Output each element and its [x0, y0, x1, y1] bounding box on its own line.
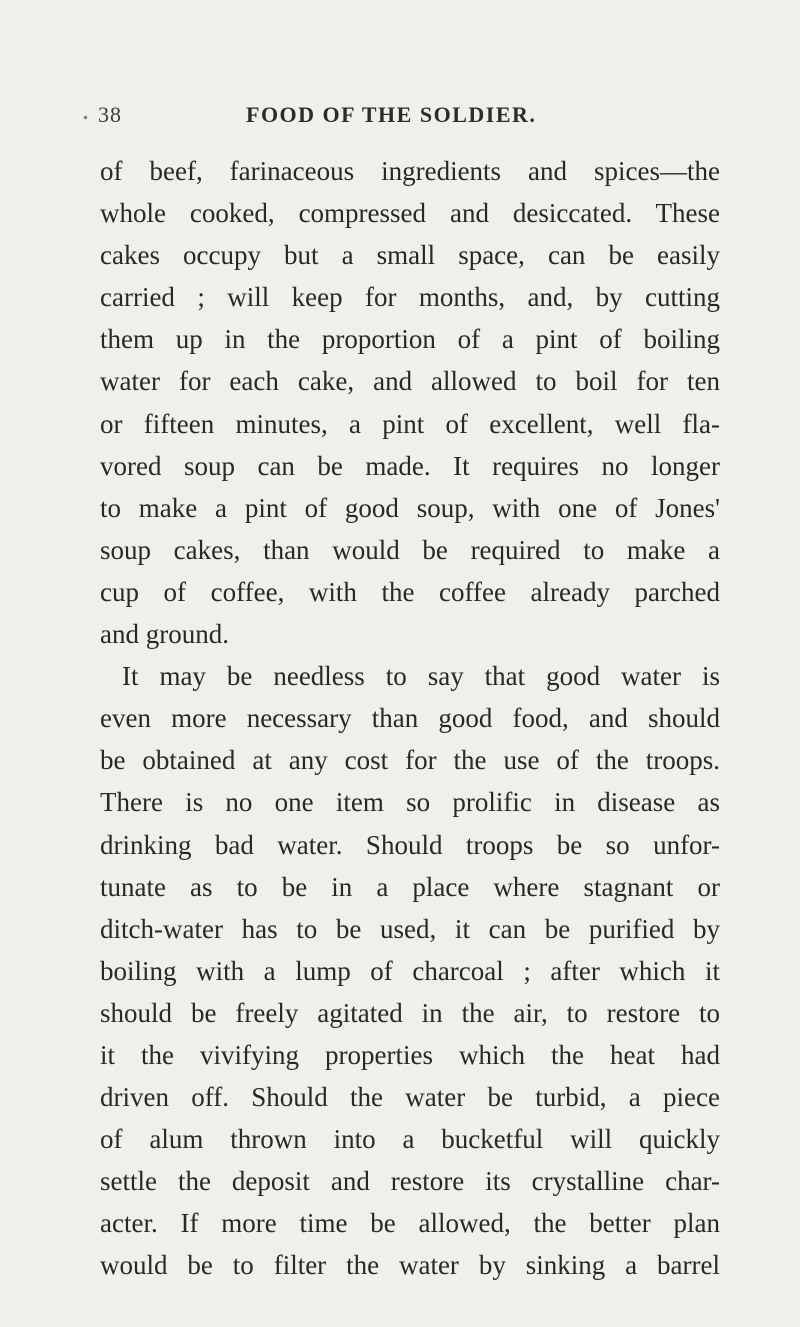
running-head — [0, 96, 800, 136]
text-line: tunate as to be in a place where stagnant or — [100, 871, 720, 902]
text-line: be obtained at any cost for the use of the troops. — [100, 745, 720, 776]
text-line: even more necessary than good food, and should — [100, 703, 720, 734]
text-line: would be to filter the water by sinking a barrel — [100, 1250, 720, 1281]
text-line: carried ; will keep for months, and, by cutting — [100, 282, 720, 313]
text-line: drinking bad water. Should troops be so unfor- — [100, 829, 720, 860]
text-line: ditch-water has to be used, it can be purified by — [100, 913, 720, 944]
text-line: should be freely agitated in the air, to restore to — [100, 997, 720, 1028]
text-line: them up in the proportion of a pint of boiling — [100, 324, 720, 355]
text-line: water for each cake, and allowed to boil for ten — [100, 366, 720, 397]
text-line: whole cooked, compressed and desiccated. These — [100, 198, 720, 229]
text-line: and ground. — [100, 619, 229, 650]
text-line: of beef, farinaceous ingredients and spices—the — [100, 156, 720, 186]
text-line: There is no one item so prolific in disease as — [100, 787, 720, 818]
text-line: of alum thrown into a bucketful will quickly — [100, 1124, 720, 1155]
text-line: cup of coffee, with the coffee already parched — [100, 576, 720, 607]
body-text — [100, 150, 720, 1287]
text-line: or fifteen minutes, a pint of excellent, well fla- — [100, 408, 720, 439]
text-line: driven off. Should the water be turbid, a piece — [100, 1082, 720, 1113]
text-line: to make a pint of good soup, with one of Jones' — [100, 492, 720, 523]
text-line: settle the deposit and restore its crystalline char- — [100, 1166, 720, 1197]
text-line: it the vivifying properties which the heat had — [100, 1039, 720, 1070]
text-line: boiling with a lump of charcoal ; after which it — [100, 955, 720, 986]
text-line: It may be needless to say that good water is — [122, 661, 720, 692]
page-number: 38 — [98, 102, 122, 127]
running-title: FOOD OF THE SOLDIER. — [246, 102, 537, 127]
text-line: acter. If more time be allowed, the better plan — [100, 1208, 720, 1239]
text-line: vored soup can be made. It requires no longer — [100, 450, 720, 481]
text-line: soup cakes, than would be required to make a — [100, 534, 720, 565]
text-line: cakes occupy but a small space, can be easily — [100, 240, 720, 271]
